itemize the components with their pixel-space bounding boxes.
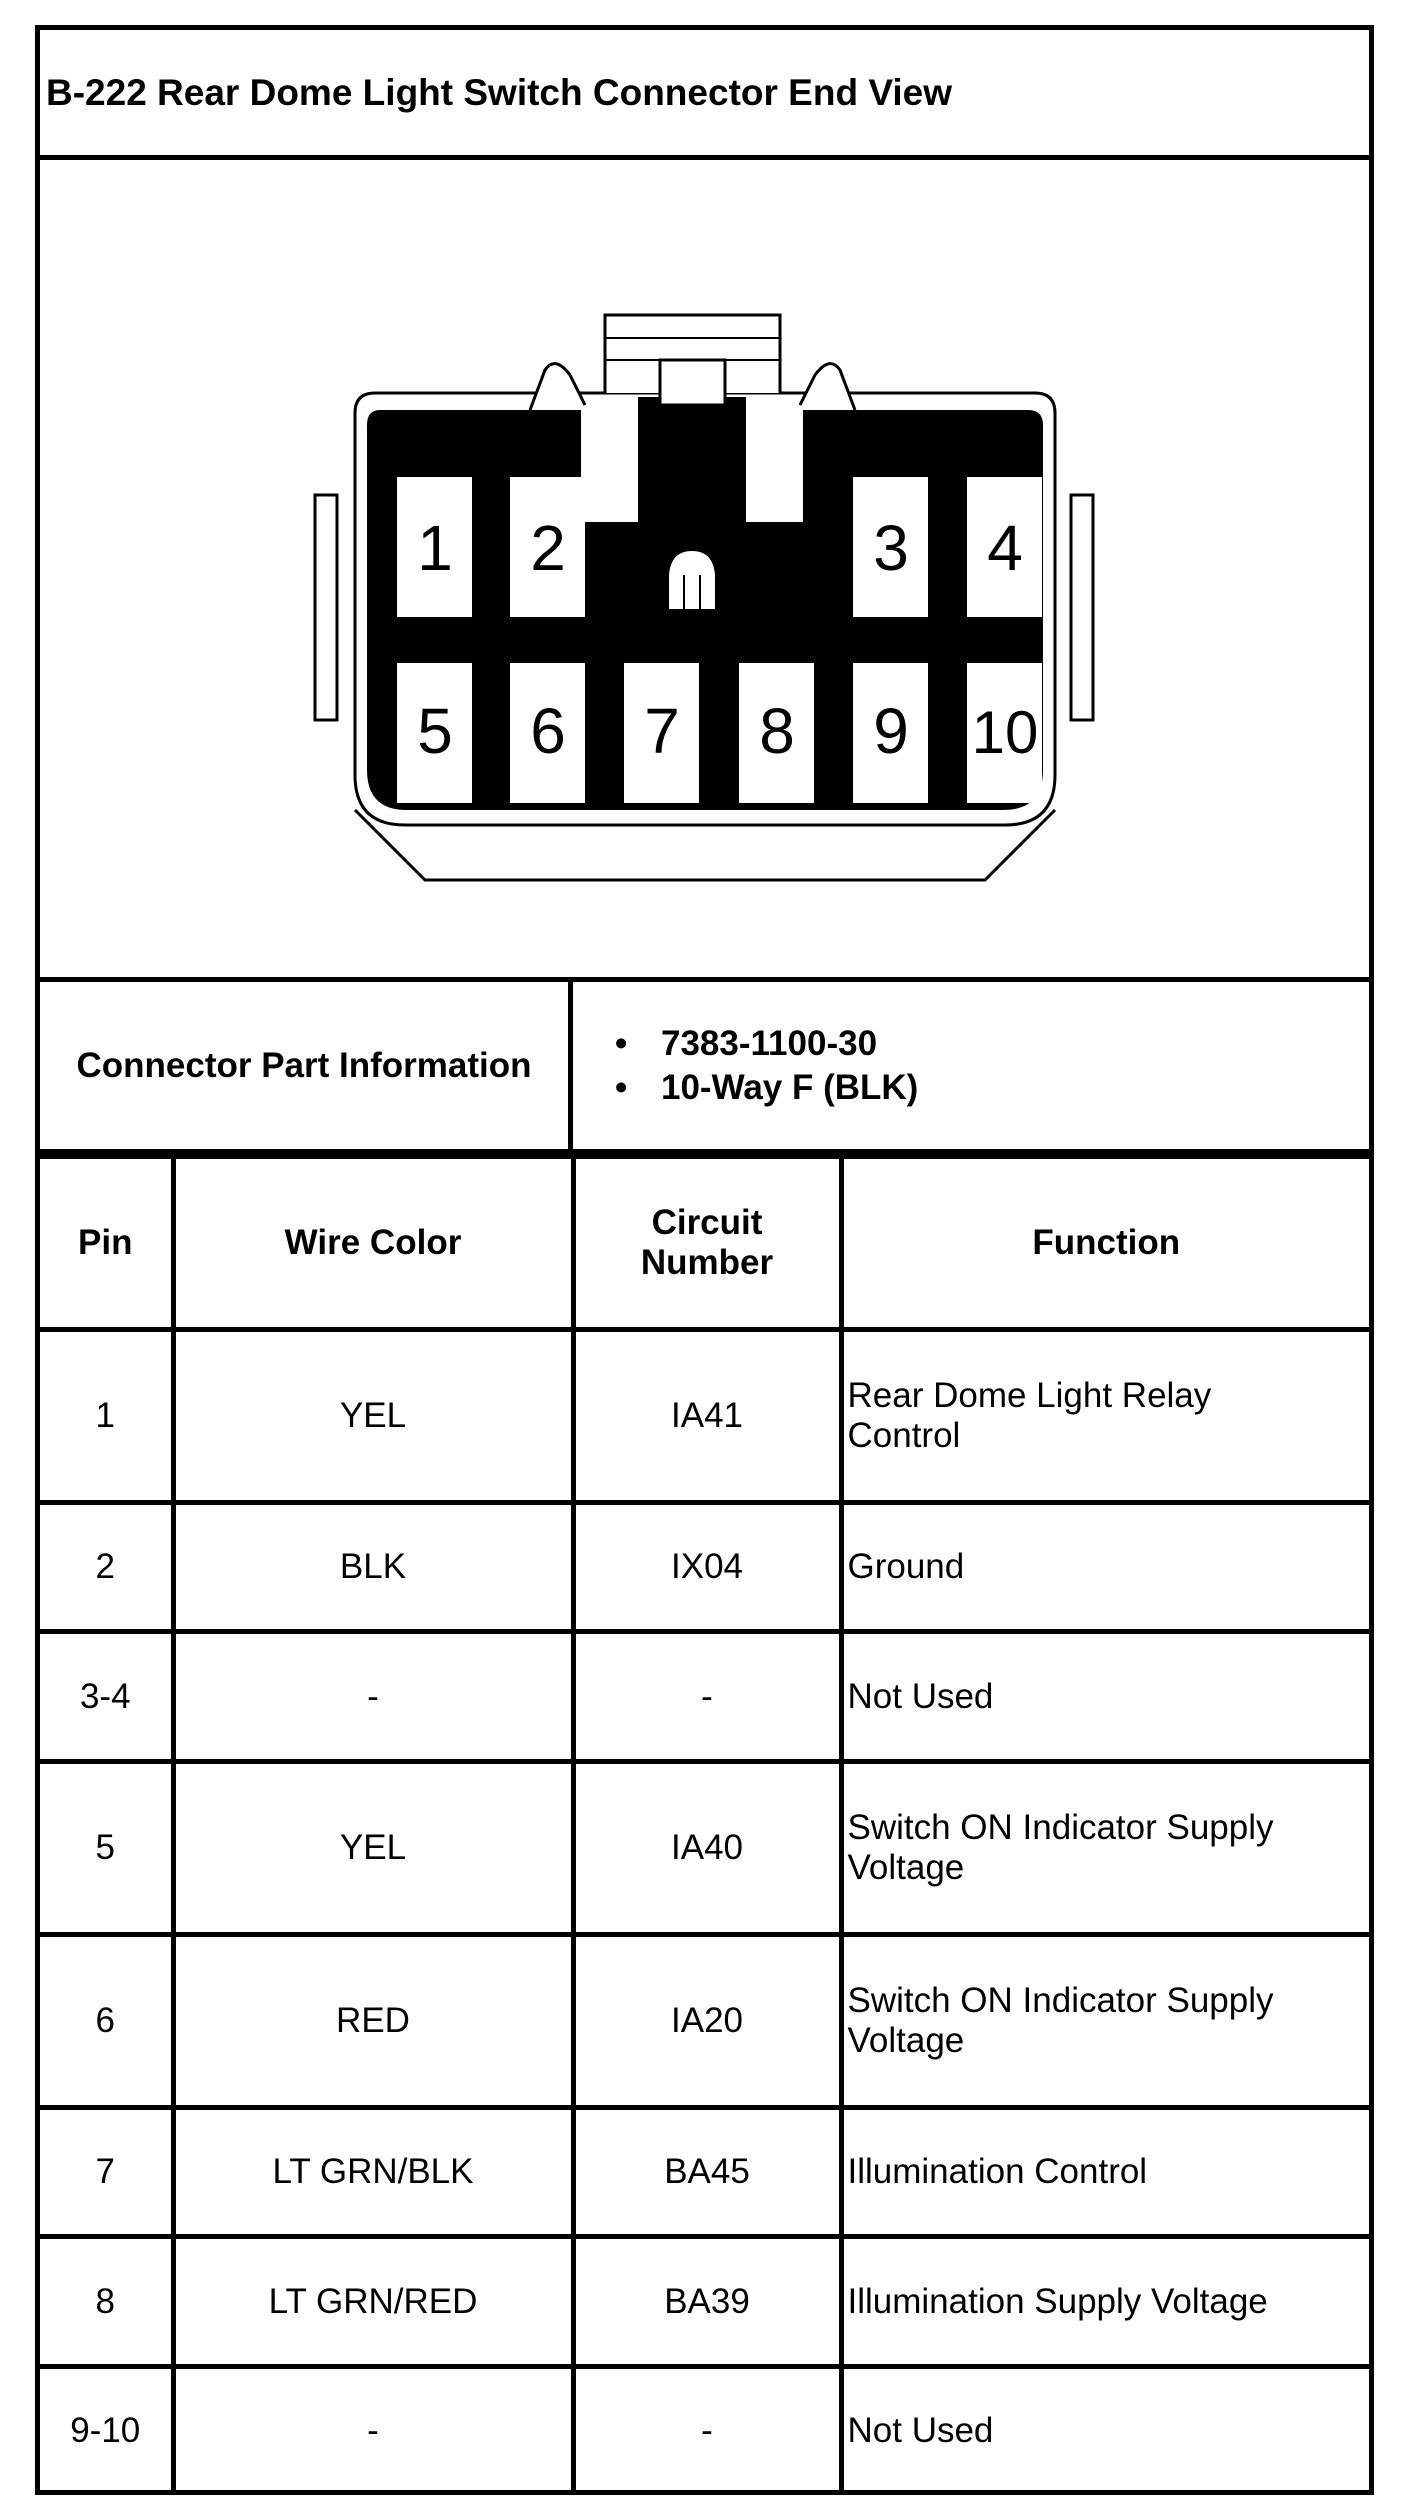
connector-type: • 10-Way F (BLK): [661, 1066, 1369, 1110]
left-hook: [530, 364, 585, 410]
page-title: B-222 Rear Dome Light Switch Connector End View: [40, 30, 1369, 160]
table-header-row: [40, 1157, 1369, 1330]
pin-cell: 6: [40, 1935, 173, 2108]
pin-number: 10: [971, 699, 1039, 766]
function-cell: Not Used: [841, 1632, 1369, 1762]
function-cell: Switch ON Indicator Supply Voltage: [841, 1935, 1369, 2108]
pin-cell: 3-4: [40, 1632, 173, 1762]
function-cell: Illumination Control: [841, 2108, 1369, 2237]
pin-number: 4: [987, 512, 1023, 584]
wire-color-cell: BLK: [173, 1503, 573, 1632]
circuit-cell: -: [573, 1632, 841, 1762]
wire-color-cell: LT GRN/BLK: [173, 2108, 573, 2237]
wire-color-cell: LT GRN/RED: [173, 2237, 573, 2367]
circuit-cell: IA20: [573, 1935, 841, 2108]
connector-diagram: [40, 160, 1369, 982]
function-cell: Switch ON Indicator Supply Voltage: [841, 1762, 1369, 1935]
wire-color-cell: -: [173, 2367, 573, 2494]
table-row: [40, 1632, 1369, 1762]
table-row: [40, 2108, 1369, 2237]
pin-cell: 9-10: [40, 2367, 173, 2494]
pin-table: [40, 1154, 1369, 2494]
latch-key: [660, 360, 725, 405]
function-cell: Rear Dome Light Relay Control: [841, 1330, 1369, 1503]
connector-sheet: [35, 25, 1374, 2495]
pin-number: 9: [873, 695, 909, 767]
pin-number: 8: [759, 695, 795, 767]
table-row: [40, 1503, 1369, 1632]
table-row: [40, 1330, 1369, 1503]
pin-cell: 1: [40, 1330, 173, 1503]
pin-cell: 5: [40, 1762, 173, 1935]
pin-number: 5: [417, 695, 453, 767]
wire-color-cell: YEL: [173, 1762, 573, 1935]
wire-color-cell: YEL: [173, 1330, 573, 1503]
pin-number: 2: [530, 512, 566, 584]
table-row: [40, 1762, 1369, 1935]
table-row: [40, 1935, 1369, 2108]
circuit-cell: BA39: [573, 2237, 841, 2367]
connector-part-info-list: [573, 982, 1369, 1149]
part-number: • 7383-1100-30: [661, 1022, 1369, 1066]
circuit-cell: BA45: [573, 2108, 841, 2237]
pin-cell: 2: [40, 1503, 173, 1632]
pin-cell: 8: [40, 2237, 173, 2367]
pin-cell: 7: [40, 2108, 173, 2237]
table-row: [40, 2367, 1369, 2494]
header-circuit-number: Circuit Number: [573, 1157, 841, 1330]
wire-color-cell: RED: [173, 1935, 573, 2108]
table-row: [40, 2237, 1369, 2367]
polarization-key: [668, 550, 716, 610]
pin-number: 3: [873, 512, 909, 584]
function-cell: Ground: [841, 1503, 1369, 1632]
circuit-cell: IA40: [573, 1762, 841, 1935]
function-cell: Not Used: [841, 2367, 1369, 2494]
circuit-cell: IX04: [573, 1503, 841, 1632]
header-pin: Pin: [40, 1157, 173, 1330]
left-side-tab: [315, 495, 337, 720]
pin-number: 7: [644, 695, 680, 767]
connector-end-view-drawing: [40, 160, 1369, 977]
wire-color-cell: -: [173, 1632, 573, 1762]
circuit-cell: -: [573, 2367, 841, 2494]
right-hook: [800, 364, 855, 410]
right-side-tab: [1071, 495, 1093, 720]
connector-part-info: [40, 982, 1369, 1154]
circuit-cell: IA41: [573, 1330, 841, 1503]
connector-part-info-label: Connector Part Information: [40, 982, 573, 1149]
pin-number: 6: [530, 695, 566, 767]
header-wire-color: Wire Color: [173, 1157, 573, 1330]
function-cell: Illumination Supply Voltage: [841, 2237, 1369, 2367]
pin-number: 1: [417, 512, 453, 584]
header-function: Function: [841, 1157, 1369, 1330]
